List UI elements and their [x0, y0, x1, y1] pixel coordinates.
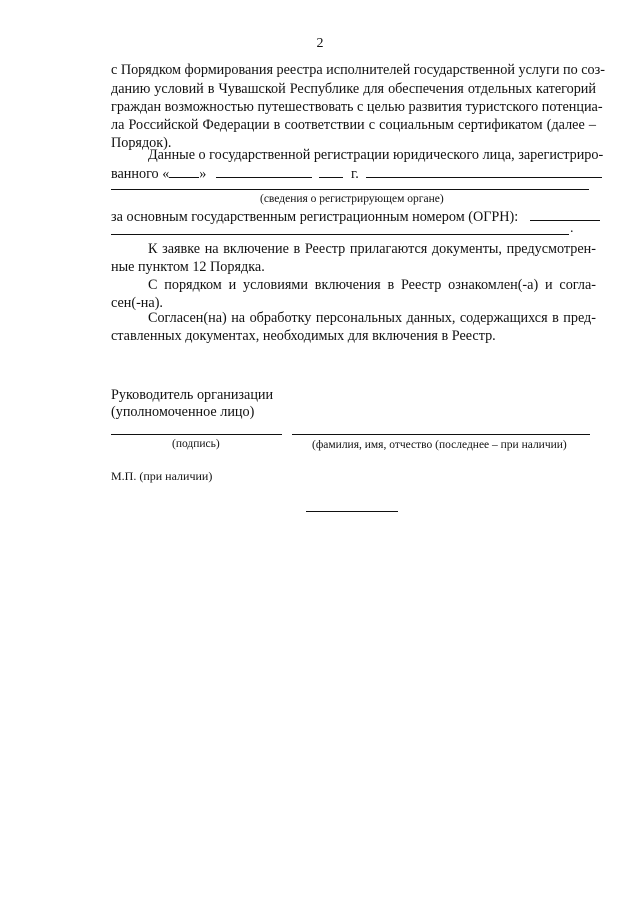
ogrn-line [111, 207, 596, 226]
signatory-role-line-1: Руководитель организации [111, 387, 274, 403]
registration-authority-caption: (сведения о регистрирующем органе) [260, 193, 444, 205]
full-name-caption: (фамилия, имя, отчество (последнее – при наличии) [312, 439, 567, 451]
para1-line-5: Порядок). [111, 135, 172, 151]
ogrn-continuation-line[interactable] [111, 234, 569, 235]
agree-line-1: С порядком и условиями включения в Реестр ознакомлен(-а) и согла- [148, 277, 596, 293]
page-number: 2 [316, 36, 324, 51]
month-field[interactable] [216, 164, 312, 178]
year-field[interactable] [319, 164, 343, 178]
full-name-field-line[interactable] [292, 434, 590, 435]
day-field[interactable] [169, 164, 199, 178]
para1-line-3: граждан возможностью путешествовать с целью развития туристского потенциа- [111, 99, 603, 115]
quote-close: » [199, 166, 207, 182]
docs-line-2: ные пунктом 12 Порядка. [111, 259, 265, 275]
ogrn-label: за основным государственным регистрационным номером (ОГРН): [111, 209, 519, 225]
registration-authority-line[interactable] [111, 189, 589, 190]
end-separator [306, 511, 398, 512]
registration-line-2 [111, 164, 596, 183]
ogrn-field[interactable] [530, 207, 600, 221]
para1-line-4: ла Российской Федерации в соответствии с социальным сертификатом (далее – [111, 117, 596, 133]
docs-line-1: К заявке на включение в Реестр прилагаются документы, предусмотрен- [148, 241, 596, 257]
para1-line-2: данию условий в Чувашской Республике для обеспечения отдельных категорий [111, 81, 596, 97]
registration-authority-field[interactable] [366, 164, 602, 178]
registration-prefix: ванного « [111, 166, 170, 182]
consent-line-2: ставленных документах, необходимых для включения в Реестр. [111, 328, 496, 344]
signature-caption: (подпись) [172, 438, 220, 450]
year-suffix: г. [351, 166, 359, 182]
ogrn-end-dot: . [570, 221, 574, 236]
para1-line-1: с Порядком формирования реестра исполнителей государственной услуги по соз- [111, 62, 605, 78]
consent-line-1: Согласен(на) на обработку персональных данных, содержащихся в пред- [148, 310, 596, 326]
signature-field-line[interactable] [111, 434, 282, 435]
agree-line-2: сен(-на). [111, 295, 163, 311]
registration-line-1: Данные о государственной регистрации юридического лица, зарегистриро- [148, 147, 604, 163]
stamp-note: М.П. (при наличии) [111, 469, 213, 483]
signatory-role-line-2: (уполномоченное лицо) [111, 404, 255, 420]
